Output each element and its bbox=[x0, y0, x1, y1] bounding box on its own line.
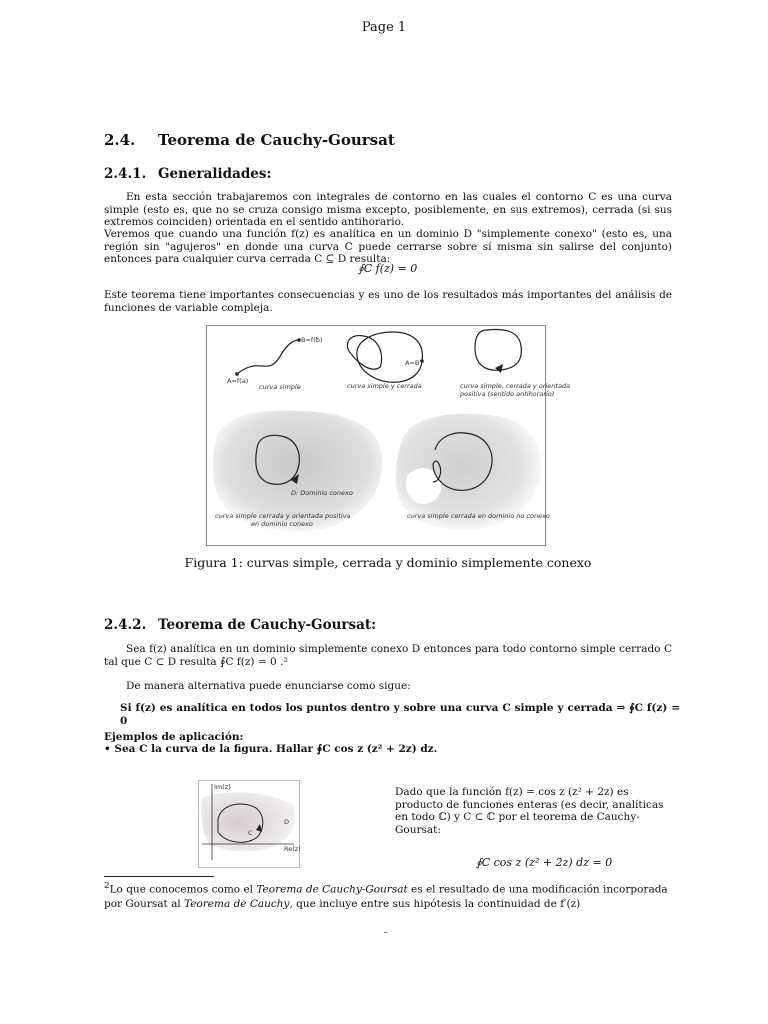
equation-cauchy: ∮C f(z) = 0 bbox=[358, 262, 418, 275]
section-title: Teorema de Cauchy-Goursat bbox=[158, 131, 395, 149]
oriented-arrow bbox=[495, 364, 503, 373]
footnote-theorem-cauchy: Teorema de Cauchy bbox=[184, 897, 290, 910]
paragraph-alternative: De manera alternativa puede enunciarse como sigue: bbox=[126, 680, 411, 692]
paragraph-simply-connected: Veremos que cuando una función f(z) es analítica en un dominio D "simplemente conexo" (esto es, una región sin "agujeros" en donde una curva C puede cerrarse sobre sí misma sin salirse del conjunto) entonces para cualquier curva cerrada C ⊆ D resulta: bbox=[104, 228, 672, 265]
label-curva-simple: curva simple bbox=[259, 383, 301, 391]
subsection-number-1: 2.4.1. bbox=[104, 166, 147, 182]
closed-curve-shape bbox=[357, 332, 423, 382]
oriented-curve bbox=[475, 330, 521, 371]
figure-1 bbox=[206, 325, 571, 546]
label-positiva-1: curva simple cerrada y orientada positiva bbox=[215, 512, 351, 520]
example-figure bbox=[198, 780, 300, 868]
label-ab: A=B bbox=[405, 359, 420, 367]
label-dominio-conexo: D: Dominio conexo bbox=[291, 489, 353, 497]
subsection-number-2: 2.4.2. bbox=[104, 617, 147, 633]
label-no-conexo: curva simple cerrada en dominio no conexo bbox=[407, 512, 550, 520]
paragraph-importance: Este teorema tiene importantes consecuencias y es uno de los resultados más importantes del análisis de funciones de variable compleja. bbox=[104, 289, 672, 314]
page-header: Page 1 bbox=[361, 20, 407, 35]
subsection-heading-2 bbox=[104, 617, 376, 633]
footnote-mark: 2 bbox=[104, 881, 110, 891]
label-positiva-2: en dominio conexo bbox=[251, 520, 313, 528]
figure-1-caption: Figura 1: curvas simple, cerrada y dominio simplemente conexo bbox=[184, 555, 592, 570]
paragraph-theorem: Sea f(z) analítica en un dominio simplemente conexo D entonces para todo contorno simple cerrado C tal que C ⊂ D resulta ∮C f(z) = 0 .² bbox=[104, 643, 672, 668]
point-ab bbox=[420, 359, 424, 363]
label-b: B=f(b) bbox=[301, 336, 323, 344]
label-a: A=f(a) bbox=[227, 377, 249, 385]
label-c: C bbox=[248, 829, 253, 837]
paragraph-statement: Si f(z) es analítica en todos los puntos dentro y sobre una curva C simple y cerrada ⇒ ∮C f(z) = 0 bbox=[120, 702, 680, 727]
section-heading bbox=[104, 131, 395, 149]
example-figure-drawing bbox=[198, 780, 300, 868]
label-orientada-2: positiva (sentido antihorario) bbox=[460, 390, 555, 398]
footnote-theorem-goursat: Teorema de Cauchy-Goursat bbox=[256, 883, 408, 896]
label-curva-cerrada: curva simple y cerrada bbox=[347, 382, 422, 390]
example-item: • Sea C la curva de la figura. Hallar ∮C cos z (z² + 2z) dz. bbox=[104, 743, 438, 755]
section-number: 2.4. bbox=[104, 131, 136, 149]
closed-curve bbox=[347, 336, 381, 370]
subsection-title-2: Teorema de Cauchy-Goursat: bbox=[158, 617, 377, 633]
footnote bbox=[104, 879, 672, 911]
paragraph-intro: En esta sección trabajaremos con integrales de contorno en las cuales el contorno C es una curva simple (esto es, que no se cruza consigo misma excepto, posiblemente, en sus extremos), cerrada (si sus extremos coinciden) orientada en el sentido antihorario. bbox=[104, 191, 672, 228]
footnote-rule bbox=[104, 876, 214, 877]
footnote-text-1: Lo que conocemos como el bbox=[109, 883, 257, 896]
subsection-title-1: Generalidades: bbox=[158, 166, 272, 182]
example-explanation: Dado que la función f(z) = cos z (z² + 2z) es producto de funciones enteras (es decir, analíticas en todo ℂ) y C ⊂ ℂ por el teorema de Cauchy-Goursat: bbox=[395, 786, 664, 836]
footnote-text-2: es el resultado de una modificación incorporada por Goursat al bbox=[104, 883, 668, 910]
page-mark: - bbox=[384, 928, 388, 938]
example-result: ∮C cos z (z² + 2z) dz = 0 bbox=[476, 856, 613, 869]
label-d: D bbox=[284, 818, 290, 826]
figure-1-drawing bbox=[207, 326, 571, 545]
label-orientada-1: curva simple, cerrada y orientada bbox=[460, 382, 571, 390]
axis-label-re: Re(z) bbox=[284, 845, 301, 853]
subsection-heading-1 bbox=[104, 166, 271, 182]
example-domain bbox=[201, 792, 295, 851]
examples-heading: Ejemplos de aplicación: bbox=[104, 731, 244, 743]
simple-curve bbox=[237, 340, 299, 374]
point-a bbox=[235, 372, 239, 376]
footnote-text-3: , que incluye entre sus hipótesis la continuidad de f′(z) bbox=[289, 897, 581, 910]
axis-label-im: Im(z) bbox=[214, 783, 231, 791]
